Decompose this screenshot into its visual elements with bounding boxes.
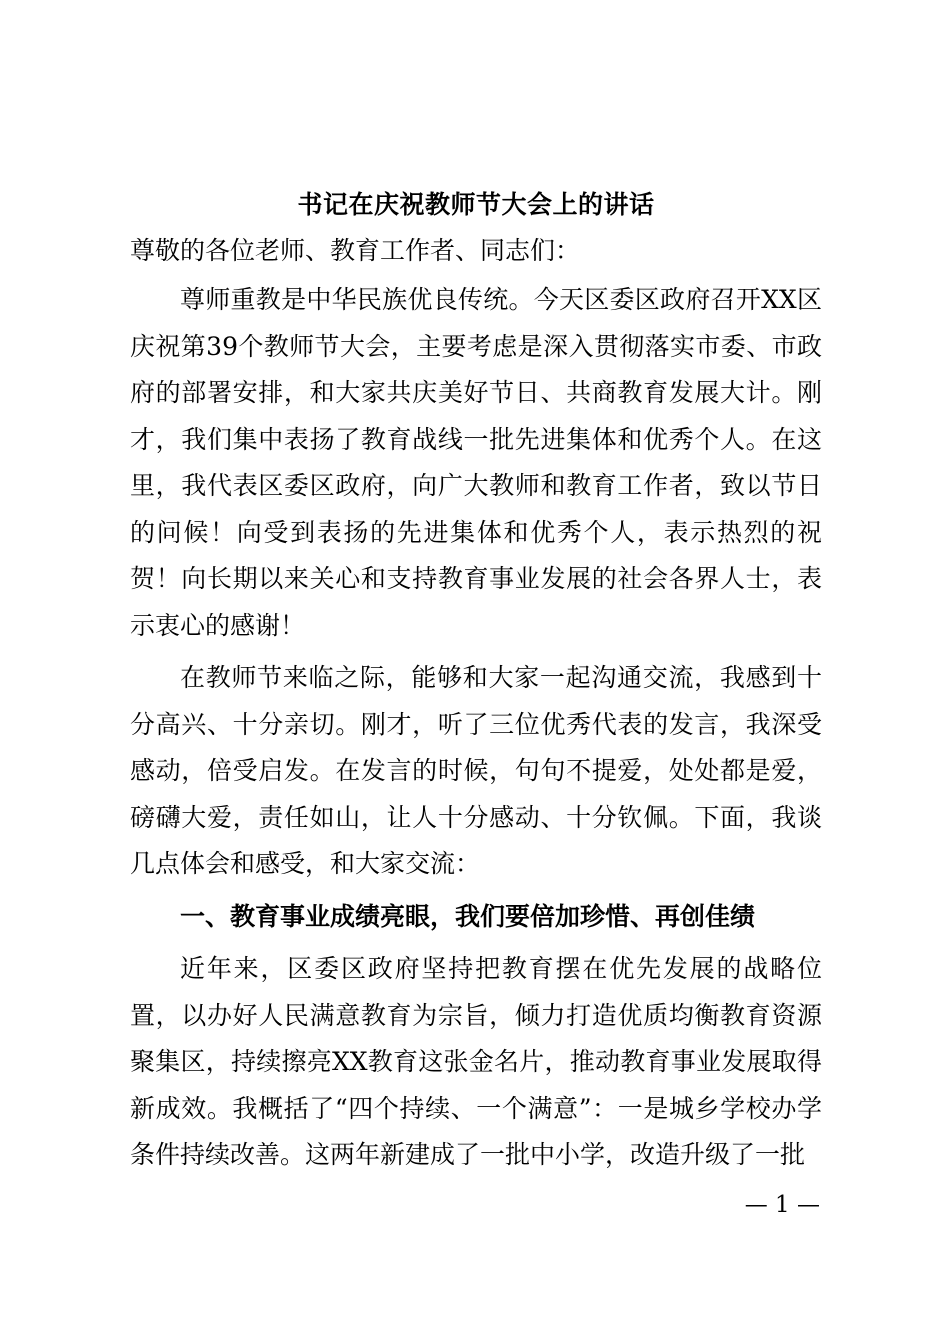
section-1-paragraph: 近年来，区委区政府坚持把教育摆在优先发展的战略位置，以办好人民满意教育为宗旨，倾力打造优质均衡教育资源聚集区，持续擦亮XX教育这张金名片，推动教育事业发展取得新成效。我概括了“四个持续、一个满意”：一是城乡学校办学条件持续改善。这两年新建成了一批中小学，改造升级了一批 bbox=[130, 954, 822, 1169]
paragraph-1: 尊师重教是中华民族优良传统。今天区委区政府召开XX区庆祝第39个教师节大会，主要考虑是深入贯彻落实市委、市政府的部署安排，和大家共庆美好节日、共商教育发展大计。刚才，我们集中表扬了教育战线一批先进集体和优秀个人。在这里，我代表区委区政府，向广大教师和教育工作者，致以节日的问候！向受到表扬的先进集体和优秀个人，表示热烈的祝贺！向长期以来关心和支持教育事业发展的社会各界人士，表示衷心的感谢！ bbox=[130, 285, 822, 640]
paragraph-2: 在教师节来临之际，能够和大家一起沟通交流，我感到十分高兴、十分亲切。刚才，听了三位优秀代表的发言，我深受感动，倍受启发。在发言的时候，句句不提爱，处处都是爱，磅礴大爱，责任如山，让人十分感动、十分钦佩。下面，我谈几点体会和感受，和大家交流： bbox=[130, 663, 822, 878]
document-body bbox=[130, 186, 822, 1179]
section-heading-1: 一、教育事业成绩亮眼，我们要倍加珍惜、再创佳绩 bbox=[180, 901, 756, 931]
document-title: 书记在庆祝教师节大会上的讲话 bbox=[297, 190, 655, 219]
page-number: — 1 — bbox=[744, 1192, 820, 1218]
salutation: 尊敬的各位老师、教育工作者、同志们： bbox=[130, 236, 581, 265]
